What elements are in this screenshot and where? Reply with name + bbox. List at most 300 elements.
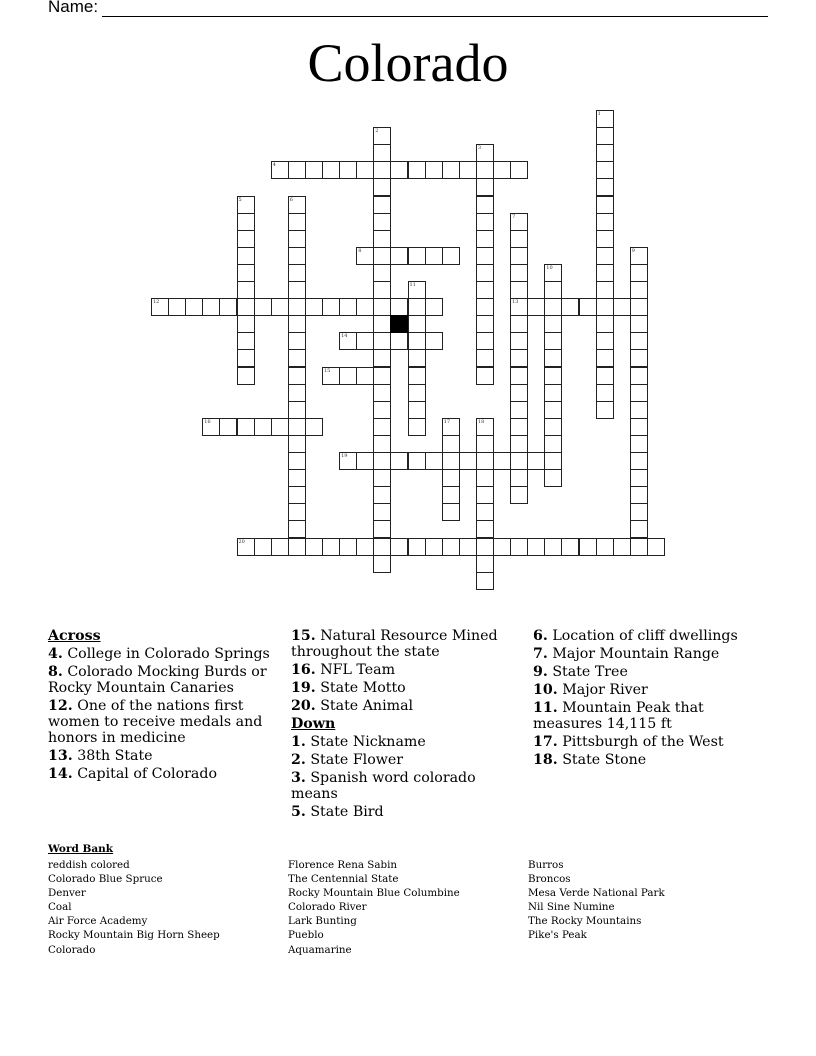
grid-cell[interactable] bbox=[596, 264, 614, 282]
black-cell bbox=[390, 315, 408, 333]
grid-cell[interactable] bbox=[408, 538, 426, 556]
clue-down-18 bbox=[533, 752, 773, 768]
clue-number: 14. bbox=[48, 766, 73, 782]
clue-text: 38th State bbox=[77, 748, 153, 764]
grid-cell[interactable] bbox=[510, 469, 528, 487]
grid-cell[interactable] bbox=[630, 538, 648, 556]
cell-number: 11 bbox=[409, 282, 416, 288]
grid-cell[interactable] bbox=[373, 469, 391, 487]
grid-cell[interactable] bbox=[510, 264, 528, 282]
grid-cell[interactable] bbox=[373, 247, 391, 265]
grid-cell[interactable] bbox=[476, 418, 494, 436]
grid-cell[interactable] bbox=[544, 538, 562, 556]
grid-cell[interactable] bbox=[442, 538, 460, 556]
grid-cell[interactable] bbox=[373, 367, 391, 385]
grid-cell[interactable] bbox=[596, 332, 614, 350]
grid-cell[interactable] bbox=[322, 161, 340, 179]
grid-cell[interactable] bbox=[510, 213, 528, 231]
grid-cell[interactable] bbox=[271, 538, 289, 556]
grid-cell[interactable] bbox=[630, 264, 648, 282]
clue-across-8 bbox=[48, 664, 278, 696]
grid-cell[interactable] bbox=[390, 247, 408, 265]
grid-cell[interactable] bbox=[356, 332, 374, 350]
grid-cell[interactable] bbox=[510, 452, 528, 470]
grid-cell[interactable] bbox=[596, 213, 614, 231]
grid-cell[interactable] bbox=[510, 367, 528, 385]
grid-cell[interactable] bbox=[630, 247, 648, 265]
grid-cell[interactable] bbox=[493, 161, 511, 179]
grid-cell[interactable] bbox=[596, 110, 614, 128]
grid-cell[interactable] bbox=[596, 349, 614, 367]
grid-cell[interactable] bbox=[510, 230, 528, 248]
clue-number: 17. bbox=[533, 734, 558, 750]
grid-cell[interactable] bbox=[288, 264, 306, 282]
clue-number: 16. bbox=[291, 662, 316, 678]
clue-down-2 bbox=[291, 752, 516, 768]
grid-cell[interactable] bbox=[596, 144, 614, 162]
grid-cell[interactable] bbox=[373, 315, 391, 333]
grid-cell[interactable] bbox=[288, 196, 306, 214]
grid-cell[interactable] bbox=[510, 384, 528, 402]
clue-number: 19. bbox=[291, 680, 316, 696]
grid-cell[interactable] bbox=[476, 298, 494, 316]
grid-cell[interactable] bbox=[476, 264, 494, 282]
clue-text: State Motto bbox=[320, 680, 406, 696]
grid-cell[interactable] bbox=[544, 452, 562, 470]
clue-number: 4. bbox=[48, 646, 63, 662]
grid-cell[interactable] bbox=[442, 247, 460, 265]
grid-cell[interactable] bbox=[476, 555, 494, 573]
clue-text: State Flower bbox=[310, 752, 404, 768]
grid-cell[interactable] bbox=[630, 332, 648, 350]
grid-cell[interactable] bbox=[476, 332, 494, 350]
clue-text: Major Mountain Range bbox=[552, 646, 720, 662]
grid-cell[interactable] bbox=[288, 384, 306, 402]
grid-cell[interactable] bbox=[288, 349, 306, 367]
grid-cell[interactable] bbox=[151, 298, 169, 316]
grid-cell[interactable] bbox=[305, 418, 323, 436]
grid-cell[interactable] bbox=[527, 538, 545, 556]
grid-cell[interactable] bbox=[373, 144, 391, 162]
grid-cell[interactable] bbox=[237, 247, 255, 265]
grid-cell[interactable] bbox=[561, 538, 579, 556]
cell-number: 5 bbox=[238, 196, 242, 203]
cell-number: 18 bbox=[477, 418, 485, 425]
grid-cell[interactable] bbox=[442, 503, 460, 521]
clue-text: State Stone bbox=[562, 752, 647, 768]
word-bank-item: Air Force Academy bbox=[48, 915, 148, 928]
word-bank-item: Pike's Peak bbox=[528, 929, 587, 942]
grid-cell[interactable] bbox=[510, 332, 528, 350]
clue-across-13 bbox=[48, 748, 278, 764]
grid-cell[interactable] bbox=[373, 486, 391, 504]
grid-cell[interactable] bbox=[442, 418, 460, 436]
word-bank-item: Burros bbox=[528, 859, 564, 871]
grid-cell[interactable] bbox=[288, 452, 306, 470]
grid-cell[interactable] bbox=[476, 452, 494, 470]
grid-cell[interactable] bbox=[237, 315, 255, 333]
grid-cell[interactable] bbox=[373, 538, 391, 556]
grid-cell[interactable] bbox=[510, 161, 528, 179]
grid-cell[interactable] bbox=[356, 298, 374, 316]
grid-cell[interactable] bbox=[373, 418, 391, 436]
grid-cell[interactable] bbox=[647, 538, 665, 556]
grid-cell[interactable] bbox=[579, 538, 597, 556]
clue-across-19 bbox=[291, 680, 516, 696]
cell-number: 8 bbox=[358, 247, 362, 254]
grid-cell[interactable] bbox=[544, 367, 562, 385]
grid-cell[interactable] bbox=[544, 401, 562, 419]
grid-cell[interactable] bbox=[390, 298, 408, 316]
grid-cell[interactable] bbox=[288, 520, 306, 538]
grid-cell[interactable] bbox=[237, 418, 255, 436]
grid-cell[interactable] bbox=[390, 452, 408, 470]
grid-cell[interactable] bbox=[510, 298, 528, 316]
grid-cell[interactable] bbox=[288, 418, 306, 436]
grid-cell[interactable] bbox=[630, 452, 648, 470]
grid-cell[interactable] bbox=[288, 298, 306, 316]
clue-text: Colorado Mocking Burds or Rocky Mountain Canaries bbox=[48, 664, 267, 696]
word-bank-item: Colorado Blue Spruce bbox=[48, 873, 163, 886]
grid-cell[interactable] bbox=[254, 298, 272, 316]
grid-cell[interactable] bbox=[510, 401, 528, 419]
grid-cell[interactable] bbox=[476, 144, 494, 162]
grid-cell[interactable] bbox=[373, 401, 391, 419]
grid-cell[interactable] bbox=[544, 298, 562, 316]
clue-number: 9. bbox=[533, 664, 548, 680]
grid-cell[interactable] bbox=[476, 486, 494, 504]
grid-cell[interactable] bbox=[339, 161, 357, 179]
grid-cell[interactable] bbox=[237, 213, 255, 231]
grid-cell[interactable] bbox=[305, 538, 323, 556]
grid-cell[interactable] bbox=[237, 298, 255, 316]
grid-cell[interactable] bbox=[305, 298, 323, 316]
clue-text: Capital of Colorado bbox=[77, 766, 217, 782]
grid-cell[interactable] bbox=[237, 196, 255, 214]
grid-cell[interactable] bbox=[596, 384, 614, 402]
grid-cell[interactable] bbox=[630, 349, 648, 367]
grid-cell[interactable] bbox=[527, 452, 545, 470]
grid-cell[interactable] bbox=[339, 332, 357, 350]
grid-cell[interactable] bbox=[288, 486, 306, 504]
word-bank-title: Word Bank bbox=[48, 843, 114, 855]
grid-cell[interactable] bbox=[476, 315, 494, 333]
grid-cell[interactable] bbox=[510, 418, 528, 436]
grid-cell[interactable] bbox=[425, 298, 443, 316]
grid-cell[interactable] bbox=[237, 332, 255, 350]
clue-number: 15. bbox=[291, 628, 316, 644]
grid-cell[interactable] bbox=[459, 161, 477, 179]
grid-cell[interactable] bbox=[356, 161, 374, 179]
grid-cell[interactable] bbox=[613, 538, 631, 556]
grid-cell[interactable] bbox=[630, 418, 648, 436]
grid-cell[interactable] bbox=[408, 418, 426, 436]
grid-cell[interactable] bbox=[356, 247, 374, 265]
grid-cell[interactable] bbox=[408, 161, 426, 179]
grid-cell[interactable] bbox=[373, 298, 391, 316]
grid-cell[interactable] bbox=[219, 418, 237, 436]
word-bank-item: Mesa Verde National Park bbox=[528, 887, 665, 900]
clue-down-3 bbox=[291, 770, 516, 802]
grid-cell[interactable] bbox=[630, 435, 648, 453]
clues-column-3 bbox=[533, 628, 773, 770]
grid-cell[interactable] bbox=[476, 230, 494, 248]
grid-cell[interactable] bbox=[408, 384, 426, 402]
grid-cell[interactable] bbox=[493, 538, 511, 556]
grid-cell[interactable] bbox=[476, 213, 494, 231]
grid-cell[interactable] bbox=[425, 161, 443, 179]
grid-cell[interactable] bbox=[476, 538, 494, 556]
grid-cell[interactable] bbox=[373, 196, 391, 214]
grid-cell[interactable] bbox=[596, 367, 614, 385]
word-bank-item: Colorado bbox=[48, 943, 96, 956]
grid-cell[interactable] bbox=[356, 452, 374, 470]
grid-cell[interactable] bbox=[476, 572, 494, 590]
grid-cell[interactable] bbox=[288, 332, 306, 350]
grid-cell[interactable] bbox=[390, 332, 408, 350]
grid-cell[interactable] bbox=[544, 349, 562, 367]
grid-cell[interactable] bbox=[510, 538, 528, 556]
across-heading: Across bbox=[48, 628, 101, 644]
grid-cell[interactable] bbox=[288, 538, 306, 556]
grid-cell[interactable] bbox=[510, 315, 528, 333]
grid-cell[interactable] bbox=[288, 469, 306, 487]
grid-cell[interactable] bbox=[476, 367, 494, 385]
word-bank-item: Rocky Mountain Big Horn Sheep bbox=[48, 929, 220, 942]
grid-cell[interactable] bbox=[630, 486, 648, 504]
page-title: Colorado bbox=[307, 33, 509, 93]
grid-cell[interactable] bbox=[408, 298, 426, 316]
grid-cell[interactable] bbox=[630, 520, 648, 538]
grid-cell[interactable] bbox=[373, 161, 391, 179]
cell-number: 13 bbox=[512, 299, 519, 306]
grid-cell[interactable] bbox=[373, 435, 391, 453]
grid-cell[interactable] bbox=[596, 230, 614, 248]
grid-cell[interactable] bbox=[561, 298, 579, 316]
grid-cell[interactable] bbox=[339, 298, 357, 316]
grid-cell[interactable] bbox=[271, 161, 289, 179]
grid-cell[interactable] bbox=[390, 538, 408, 556]
grid-cell[interactable] bbox=[630, 367, 648, 385]
grid-cell[interactable] bbox=[390, 161, 408, 179]
grid-cell[interactable] bbox=[476, 469, 494, 487]
grid-cell[interactable] bbox=[373, 281, 391, 299]
grid-cell[interactable] bbox=[442, 435, 460, 453]
word-bank-item: reddish colored bbox=[48, 859, 130, 871]
grid-cell[interactable] bbox=[544, 332, 562, 350]
grid-cell[interactable] bbox=[288, 161, 306, 179]
grid-cell[interactable] bbox=[425, 538, 443, 556]
grid-cell[interactable] bbox=[596, 196, 614, 214]
grid-cell[interactable] bbox=[373, 230, 391, 248]
grid-cell[interactable] bbox=[408, 452, 426, 470]
word-bank-item: Aquamarine bbox=[288, 943, 352, 956]
grid-cell[interactable] bbox=[202, 298, 220, 316]
grid-cell[interactable] bbox=[425, 247, 443, 265]
clue-text: Pittsburgh of the West bbox=[562, 734, 724, 750]
grid-cell[interactable] bbox=[442, 469, 460, 487]
cell-number: 15 bbox=[324, 367, 331, 374]
grid-cell[interactable] bbox=[254, 538, 272, 556]
clue-down-5 bbox=[291, 804, 516, 820]
grid-cell[interactable] bbox=[219, 298, 237, 316]
clue-text: Major River bbox=[562, 682, 648, 698]
grid-cell[interactable] bbox=[373, 127, 391, 145]
grid-cell[interactable] bbox=[271, 298, 289, 316]
clue-across-4 bbox=[48, 646, 278, 662]
grid-cell[interactable] bbox=[476, 161, 494, 179]
clue-text: State Tree bbox=[552, 664, 628, 680]
grid-cell[interactable] bbox=[168, 298, 186, 316]
grid-cell[interactable] bbox=[237, 230, 255, 248]
grid-cell[interactable] bbox=[373, 178, 391, 196]
grid-cell[interactable] bbox=[476, 435, 494, 453]
grid-cell[interactable] bbox=[237, 349, 255, 367]
grid-cell[interactable] bbox=[459, 452, 477, 470]
grid-cell[interactable] bbox=[596, 127, 614, 145]
grid-cell[interactable] bbox=[596, 161, 614, 179]
grid-cell[interactable] bbox=[442, 452, 460, 470]
grid-cell[interactable] bbox=[254, 418, 272, 436]
clue-number: 6. bbox=[533, 628, 548, 644]
grid-cell[interactable] bbox=[630, 315, 648, 333]
grid-cell[interactable] bbox=[373, 555, 391, 573]
grid-cell[interactable] bbox=[630, 469, 648, 487]
grid-cell[interactable] bbox=[510, 247, 528, 265]
grid-cell[interactable] bbox=[596, 281, 614, 299]
grid-cell[interactable] bbox=[356, 367, 374, 385]
grid-cell[interactable] bbox=[339, 452, 357, 470]
grid-cell[interactable] bbox=[288, 503, 306, 521]
grid-cell[interactable] bbox=[202, 418, 220, 436]
grid-cell[interactable] bbox=[339, 538, 357, 556]
clue-text: Spanish word colorado means bbox=[291, 770, 476, 802]
grid-cell[interactable] bbox=[322, 298, 340, 316]
grid-cell[interactable] bbox=[237, 264, 255, 282]
grid-cell[interactable] bbox=[322, 367, 340, 385]
grid-cell[interactable] bbox=[476, 178, 494, 196]
grid-cell[interactable] bbox=[476, 196, 494, 214]
grid-cell[interactable] bbox=[408, 367, 426, 385]
grid-cell[interactable] bbox=[373, 213, 391, 231]
grid-cell[interactable] bbox=[373, 520, 391, 538]
grid-cell[interactable] bbox=[630, 503, 648, 521]
grid-cell[interactable] bbox=[630, 384, 648, 402]
grid-cell[interactable] bbox=[544, 384, 562, 402]
word-bank-item: Florence Rena Sabin bbox=[288, 859, 398, 871]
grid-cell[interactable] bbox=[288, 281, 306, 299]
clue-number: 2. bbox=[291, 752, 306, 768]
grid-cell[interactable] bbox=[305, 161, 323, 179]
grid-cell[interactable] bbox=[476, 281, 494, 299]
grid-cell[interactable] bbox=[288, 435, 306, 453]
grid-cell[interactable] bbox=[185, 298, 203, 316]
grid-cell[interactable] bbox=[373, 503, 391, 521]
grid-cell[interactable] bbox=[510, 435, 528, 453]
grid-cell[interactable] bbox=[596, 298, 614, 316]
grid-cell[interactable] bbox=[476, 247, 494, 265]
grid-cell[interactable] bbox=[527, 298, 545, 316]
grid-cell[interactable] bbox=[596, 178, 614, 196]
grid-cell[interactable] bbox=[288, 367, 306, 385]
grid-cell[interactable] bbox=[373, 384, 391, 402]
grid-cell[interactable] bbox=[493, 452, 511, 470]
grid-cell[interactable] bbox=[425, 452, 443, 470]
clues-column-2 bbox=[291, 628, 516, 822]
grid-cell[interactable] bbox=[630, 281, 648, 299]
grid-cell[interactable] bbox=[476, 503, 494, 521]
grid-cell[interactable] bbox=[442, 161, 460, 179]
grid-cell[interactable] bbox=[288, 230, 306, 248]
grid-cell[interactable] bbox=[596, 315, 614, 333]
grid-cell[interactable] bbox=[544, 281, 562, 299]
word-bank-item: The Centennial State bbox=[288, 873, 399, 886]
grid-cell[interactable] bbox=[408, 281, 426, 299]
grid-cell[interactable] bbox=[510, 281, 528, 299]
grid-cell[interactable] bbox=[544, 264, 562, 282]
grid-cell[interactable] bbox=[237, 281, 255, 299]
grid-cell[interactable] bbox=[288, 315, 306, 333]
grid-cell[interactable] bbox=[596, 247, 614, 265]
clue-across-14 bbox=[48, 766, 278, 782]
grid-cell[interactable] bbox=[510, 486, 528, 504]
grid-cell[interactable] bbox=[373, 264, 391, 282]
cell-number: 2 bbox=[375, 128, 379, 135]
grid-cell[interactable] bbox=[288, 401, 306, 419]
grid-cell[interactable] bbox=[373, 452, 391, 470]
grid-cell[interactable] bbox=[288, 213, 306, 231]
cell-number: 1 bbox=[597, 111, 601, 117]
grid-cell[interactable] bbox=[425, 332, 443, 350]
grid-cell[interactable] bbox=[544, 469, 562, 487]
grid-cell[interactable] bbox=[544, 435, 562, 453]
clue-text: Mountain Peak that measures 14,115 ft bbox=[533, 700, 704, 732]
grid-cell[interactable] bbox=[356, 538, 374, 556]
grid-cell[interactable] bbox=[288, 247, 306, 265]
grid-cell[interactable] bbox=[408, 247, 426, 265]
grid-cell[interactable] bbox=[322, 538, 340, 556]
grid-cell[interactable] bbox=[630, 298, 648, 316]
grid-cell[interactable] bbox=[510, 349, 528, 367]
grid-cell[interactable] bbox=[408, 315, 426, 333]
cell-number: 7 bbox=[512, 213, 516, 220]
grid-cell[interactable] bbox=[579, 298, 597, 316]
grid-cell[interactable] bbox=[408, 401, 426, 419]
clue-number: 20. bbox=[291, 698, 316, 714]
grid-cell[interactable] bbox=[476, 349, 494, 367]
grid-cell[interactable] bbox=[442, 486, 460, 504]
grid-cell[interactable] bbox=[613, 298, 631, 316]
grid-cell[interactable] bbox=[237, 538, 255, 556]
grid-cell[interactable] bbox=[271, 418, 289, 436]
grid-cell[interactable] bbox=[408, 332, 426, 350]
word-bank-item: The Rocky Mountains bbox=[528, 915, 642, 928]
word-bank-item: Denver bbox=[48, 887, 86, 900]
grid-cell[interactable] bbox=[630, 401, 648, 419]
grid-cell[interactable] bbox=[544, 315, 562, 333]
grid-cell[interactable] bbox=[596, 401, 614, 419]
grid-cell[interactable] bbox=[459, 538, 477, 556]
grid-cell[interactable] bbox=[476, 520, 494, 538]
grid-cell[interactable] bbox=[408, 349, 426, 367]
grid-cell[interactable] bbox=[373, 332, 391, 350]
grid-cell[interactable] bbox=[544, 418, 562, 436]
grid-cell[interactable] bbox=[373, 349, 391, 367]
clue-down-9 bbox=[533, 664, 773, 680]
grid-cell[interactable] bbox=[339, 367, 357, 385]
grid-cell[interactable] bbox=[596, 538, 614, 556]
grid-cell[interactable] bbox=[237, 367, 255, 385]
